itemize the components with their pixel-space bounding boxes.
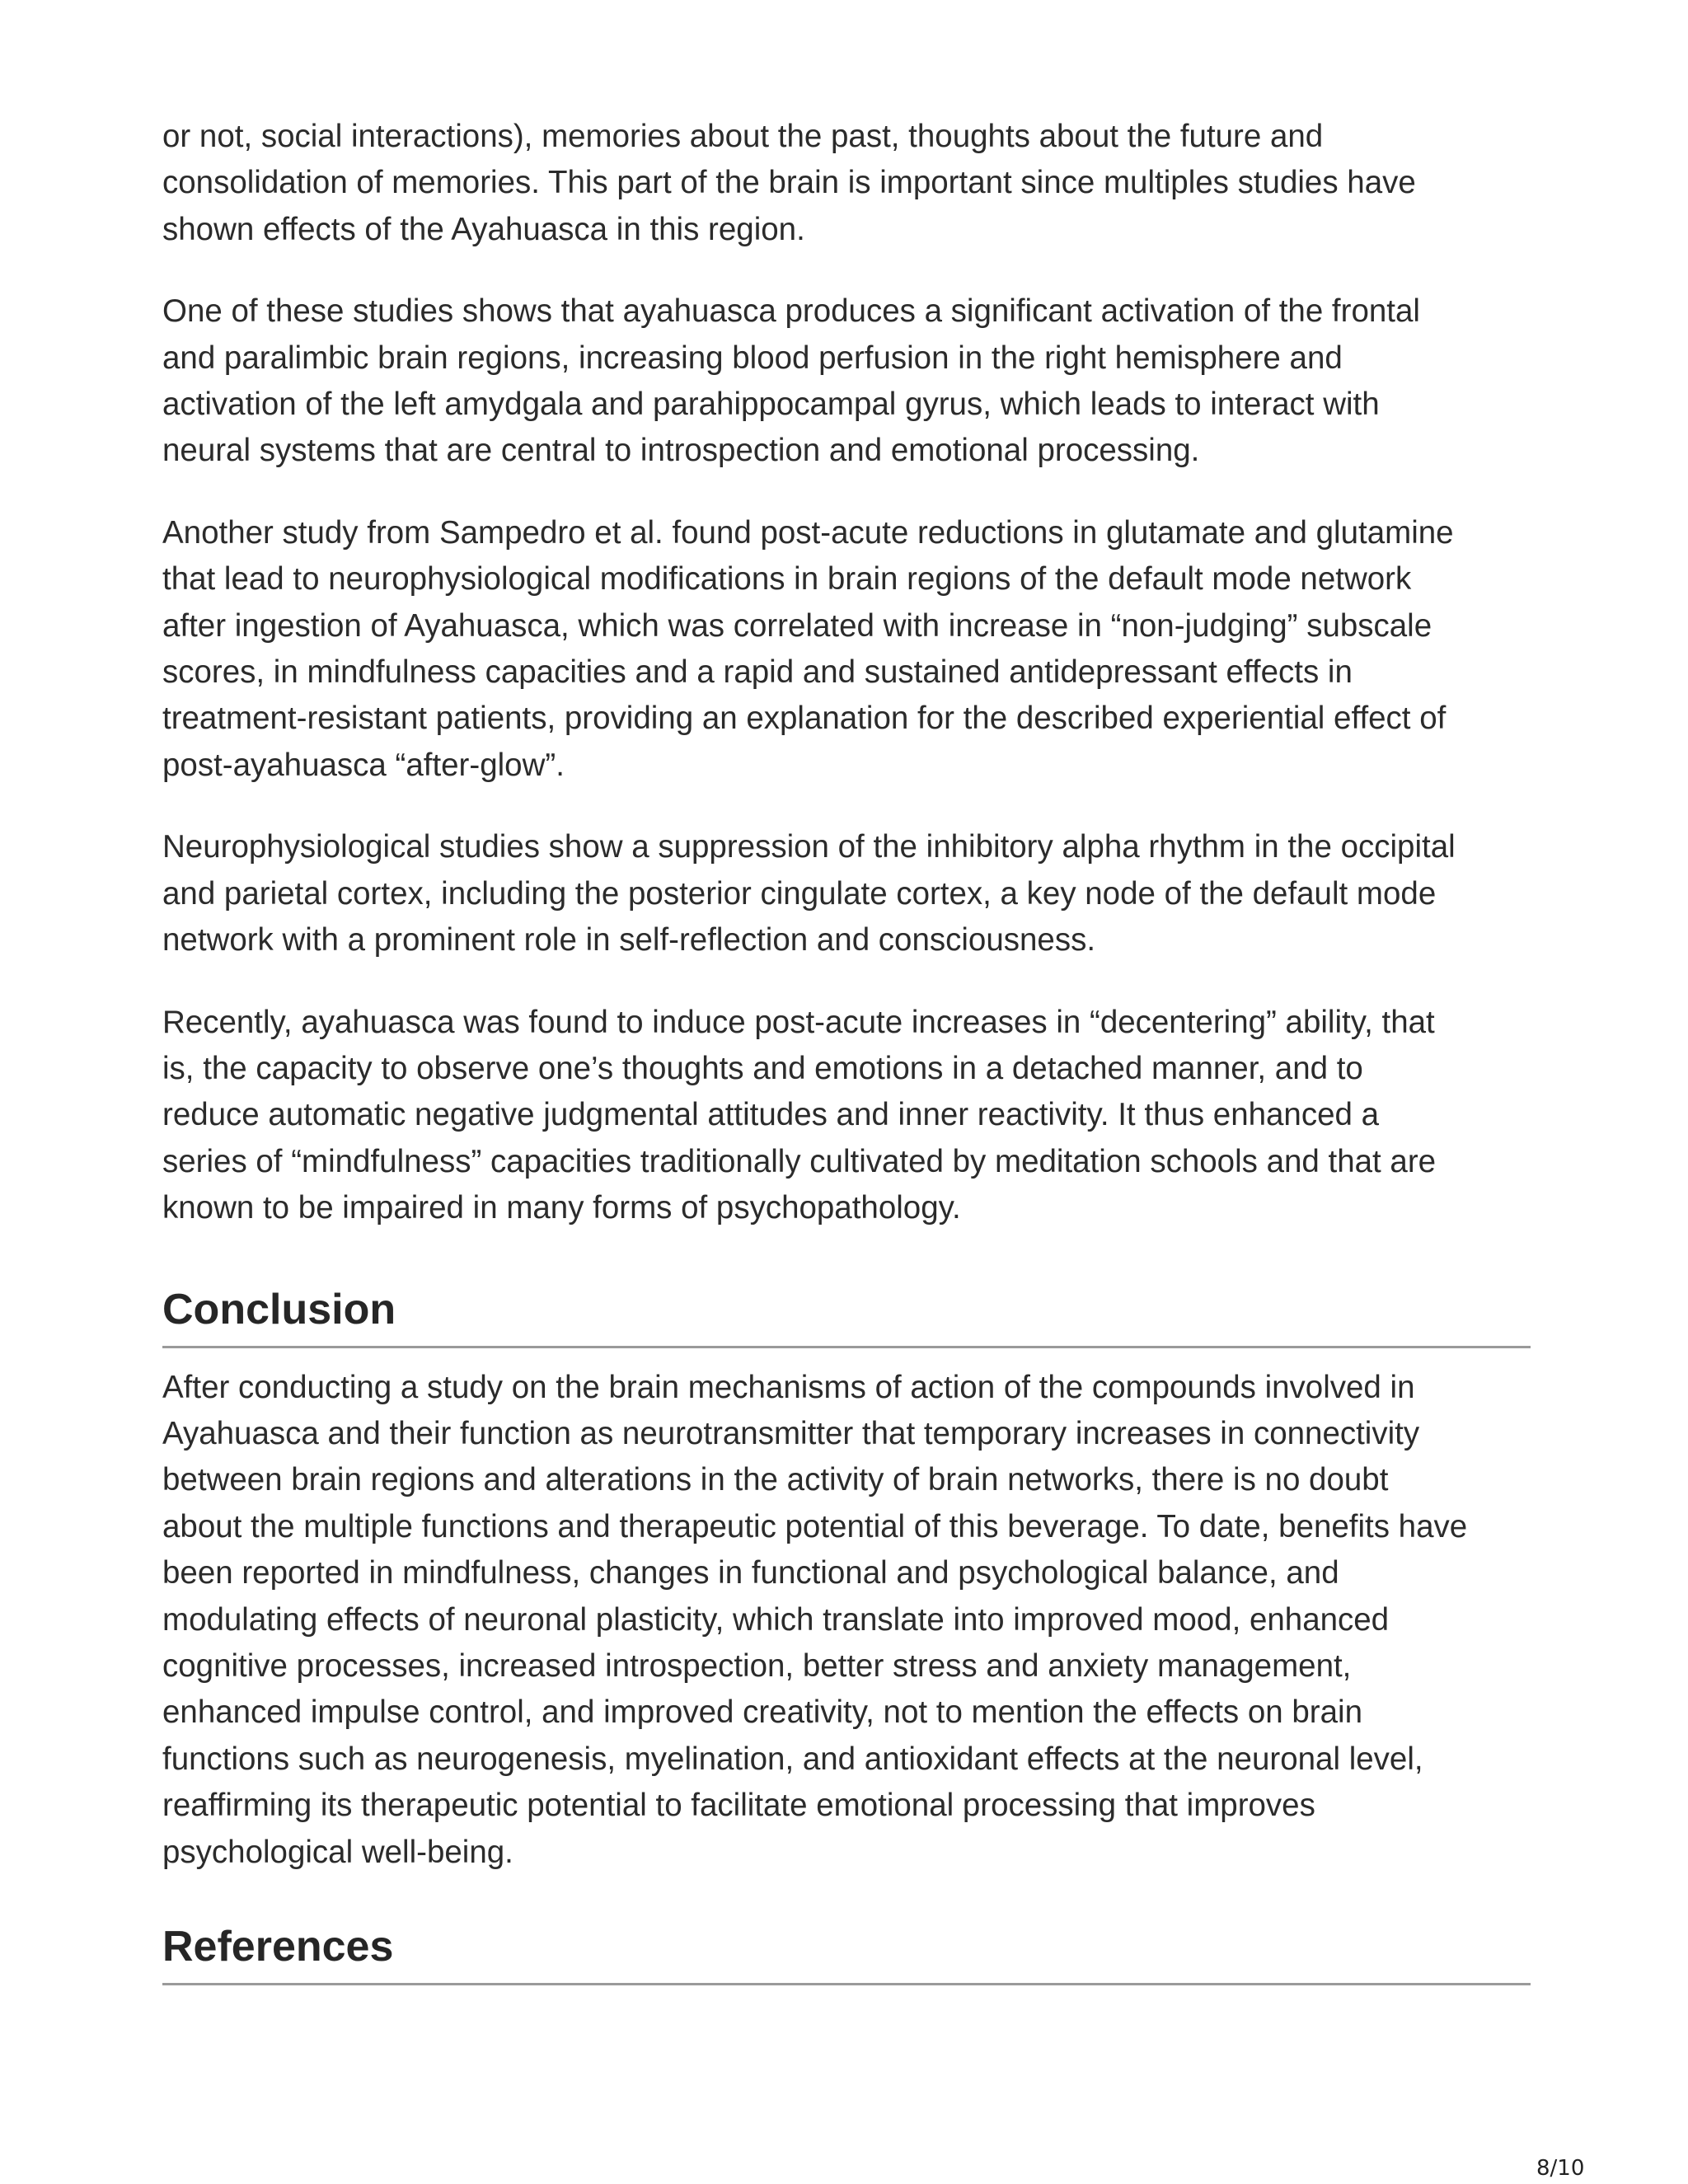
page-number: 8/10 [1536, 2156, 1585, 2181]
paragraph-decentering: Recently, ayahuasca was found to induce post-acute increases in “decentering” ability, that is, the capacity to observe one’s thoughts and emotions in a detached manner, and to reduce automatic negative judgmental attitudes and inner reactivity. It thus enhanced a series of “mindfulness” capacities traditionally cultivated by meditation schools and that are known to be impaired in many forms of psychopathology. [162, 1004, 1437, 1226]
paragraph-alpha-rhythm: Neurophysiological studies show a suppression of the inhibitory alpha rhythm in the occipital and parietal cortex, including the posterior cingulate cortex, a key node of the default mode network with a prominent role in self-reflection and consciousness. [162, 829, 1456, 958]
paragraph-activation-study: One of these studies shows that ayahuasca produces a significant activation of the frontal and paralimbic brain regions, increasing blood perfusion in the right hemisphere and activation of the left amydgala and parahippocampal gyrus, which leads to interact with neural systems that are central to introspection and emotional processing. [162, 293, 1420, 469]
references-heading: References [162, 1922, 1531, 1985]
article-content [162, 114, 1531, 1985]
paragraph-sampedro-study: Another study from Sampedro et al. found post-acute reductions in glutamate and glutamine that lead to neurophysiological modifications in brain regions of the default mode network after ingestion of Ayahuasca, which was correlated with increase in “non-judging” subscale scores, in mindfulness capacities and a rapid and sustained antidepressant effects in treatment-resistant patients, providing an explanation for the described experiential effect of post-ayahuasca “after-glow”. [162, 514, 1454, 783]
conclusion-heading: Conclusion [162, 1285, 1531, 1348]
conclusion-paragraph: After conducting a study on the brain mechanisms of action of the compounds involved in Ayahuasca and their function as neurotransmitter that temporary increases in connectivity between brain regions and alterations in the activity of brain networks, there is no doubt about the multiple functions and therapeutic potential of this beverage. To date, benefits have been reported in mindfulness, changes in functional and psychological balance, and modulating effects of neuronal plasticity, which translate into improved mood, enhanced cognitive processes, increased introspection, better stress and anxiety management, enhanced impulse control, and improved creativity, not to mention the effects on brain functions such as neurogenesis, myelination, and antioxidant effects at the neuronal level, reaffirming its therapeutic potential to facilitate emotional processing that improves psychological well-being. [162, 1369, 1468, 1870]
paragraph-memories: or not, social interactions), memories about the past, thoughts about the future and consolidation of memories. This part of the brain is important since multiples studies have shown effects of the Ayahuasca in this region. [162, 119, 1416, 247]
